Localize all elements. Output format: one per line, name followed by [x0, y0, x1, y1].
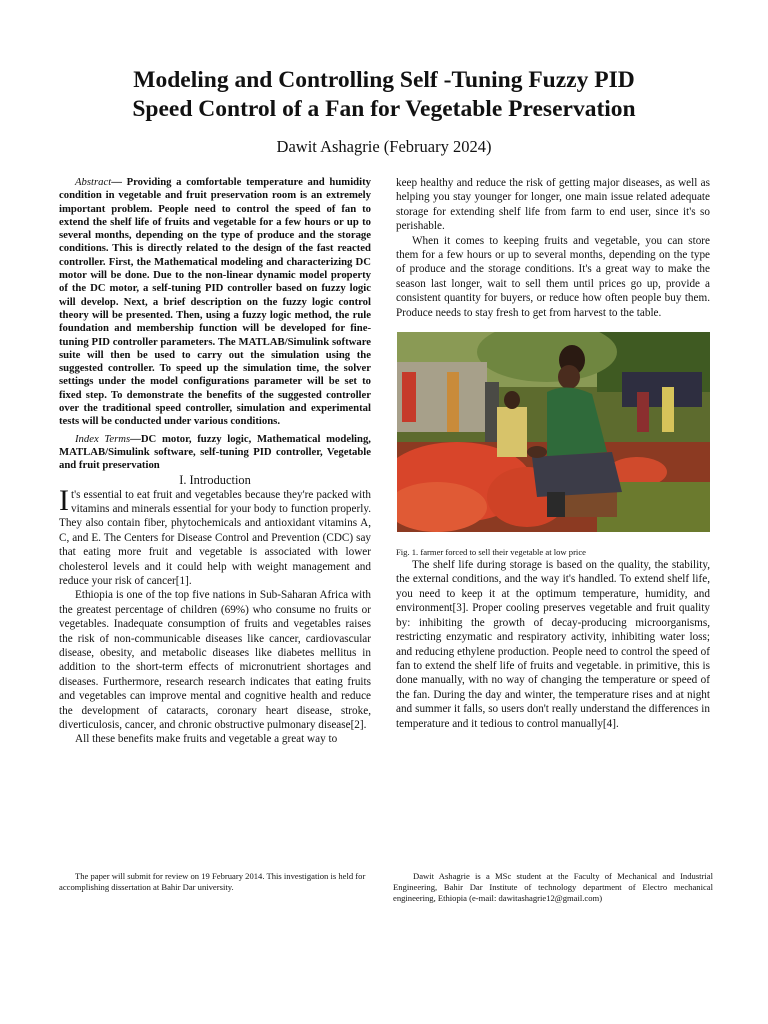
- footnote-left: [59, 871, 377, 893]
- intro-paragraph-2: Ethiopia is one of the top five nations in Sub-Saharan Africa with the greatest percentage of children (69%) who consume no fruits or vegetables. Inadequate consumption of fruits and vegetables raises the risk of non-communicable diseases like cancer, cardiovascular disease, obesity, and metabolic diseases like diabetes mellitus in addition to the short-term effects of micronutrient shortages and diseases. Furthermore, research research indicates that eating fruits and vegetables can improve mental and cognitive health and reduce the development of cataracts, coronary heart disease, stroke, diverticulosis, cancer, and chronic obstructive pulmonary disease[2].: [59, 589, 371, 732]
- intro-paragraph-1: It's essential to eat fruit and vegetables because they're packed with vitamins and minerals essential for your body to function properly. They also contain fiber, phytochemicals and antioxidant vitamins A, C, and E. The Centers for Disease Control and Prevention (CDC) say that eating more fruit and vegetable is associated with lower cholesterol levels and it could help with weight management and reduce your risk of cancer[1].: [59, 483, 371, 587]
- abstract-label: Abstract: [75, 176, 112, 188]
- paper-title-line-2: Speed Control of a Fan for Vegetable Preservation: [132, 96, 636, 122]
- abstract: [59, 176, 371, 429]
- index-terms: [59, 433, 371, 473]
- right-column: [396, 176, 710, 731]
- section-heading: I. Introduction: [179, 472, 251, 487]
- figure-caption: Fig. 1. farmer forced to sell their vegetable at low price: [396, 547, 586, 558]
- footnote-author-affiliation: Dawit Ashagrie is a MSc student at the Faculty of Mechanical and Industrial Engineering, Bahir Dar Institute of technology department of Electro mechanical engineering, Ethiopia (e-mail: dawitashagrie12@gmail.com): [393, 871, 713, 903]
- figure-farmer-tomatoes: [397, 332, 710, 532]
- index-terms-label: Index Terms: [75, 432, 131, 445]
- intro-paragraph-5: The shelf life during storage is based on the quality, the stability, the external conditions, and the way it's handled. To extend shelf life, you need to keep it at the optimum temperature, humidity, and environment[3]. Proper cooling preserves vegetable and fruit quality by: inhibiting the growth of decay-producing microorganisms, restricting enzymatic and respiratory activity, inhibiting water loss; and reducing ethylene production. People need to control the speed of fan to extend the shelf life of fruits and vegetable. in primitive, this is done manually, with no way of changing the temperature or speed of the fan. During the day and winter, the temperature rises and at night and summer it falls, so users don't really understand the differences in temperature and it tedious to control manually[4].: [396, 559, 710, 730]
- intro-paragraph-3: All these benefits make fruits and vegetable a great way to: [75, 733, 338, 746]
- farmer-photo-illustration: [397, 332, 710, 532]
- intro-paragraph-3-continued: keep healthy and reduce the risk of getting major diseases, as well as helping you stay younger for longer, one main issue related adequate storage for extending shelf life from farm to end user, since it's so perishable.: [396, 177, 710, 233]
- paper-title-line-1: Modeling and Controlling Self -Tuning Fuzzy PID: [133, 67, 635, 93]
- footnote-right: [393, 871, 713, 904]
- index-terms-text: —DC motor, fuzzy logic, Mathematical modeling, MATLAB/Simulink software, self-tuning PID controller, Vegetable and fruit preservation: [59, 432, 371, 472]
- intro-paragraph-4: When it comes to keeping fruits and vegetable, you can store them for a few hours or up to several months, depending on the type of produce and the storage conditions. It's a great way to make the season last longer, wait to sell them until prices go up, provide a consistent quantity for buyers, or reduce how often people buy them. Produce needs to stay fresh to get from harvest to the table.: [396, 234, 710, 319]
- abstract-text: — Providing a comfortable temperature and humidity condition in vegetable and fruit preservation room is an extremely important problem. People need to control the speed of fan to extend the shelf life of fruits and vegetable for a few hours or up to several months, depending on the type of produce and the storage conditions. This is directly related to the design of the fast reacted controller. First, the Mathematical modeling and characterizing DC motor will be done. Due to the non-linear dynamic model property of the DC motor, a self-tuning PID controller based on fuzzy logic will develop. Next, a brief description on the fuzzy logic control theory will be presented. Then, using a fuzzy logic method, the rule foundation and membership function will be developed for fine-tuning PID controller parameters. The MATLAB/Simulink software suite will then be used to carry out the simulation using the suggested controller. To speed up the simulation time, the solver settings under the model configurations parameter will be set to fixed step. To demonstrate the benefits of the suggested controller over the traditional speed controller, simulation and experimental tests will be conducted under various conditions.: [59, 176, 371, 428]
- left-column: [59, 176, 371, 747]
- paper-title: [40, 66, 728, 124]
- author-line: Dawit Ashagrie (February 2024): [276, 137, 492, 156]
- footnote-submission: The paper will submit for review on 19 February 2014. This investigation is held for accomplishing dissertation at Bahir Dar university.: [59, 871, 366, 892]
